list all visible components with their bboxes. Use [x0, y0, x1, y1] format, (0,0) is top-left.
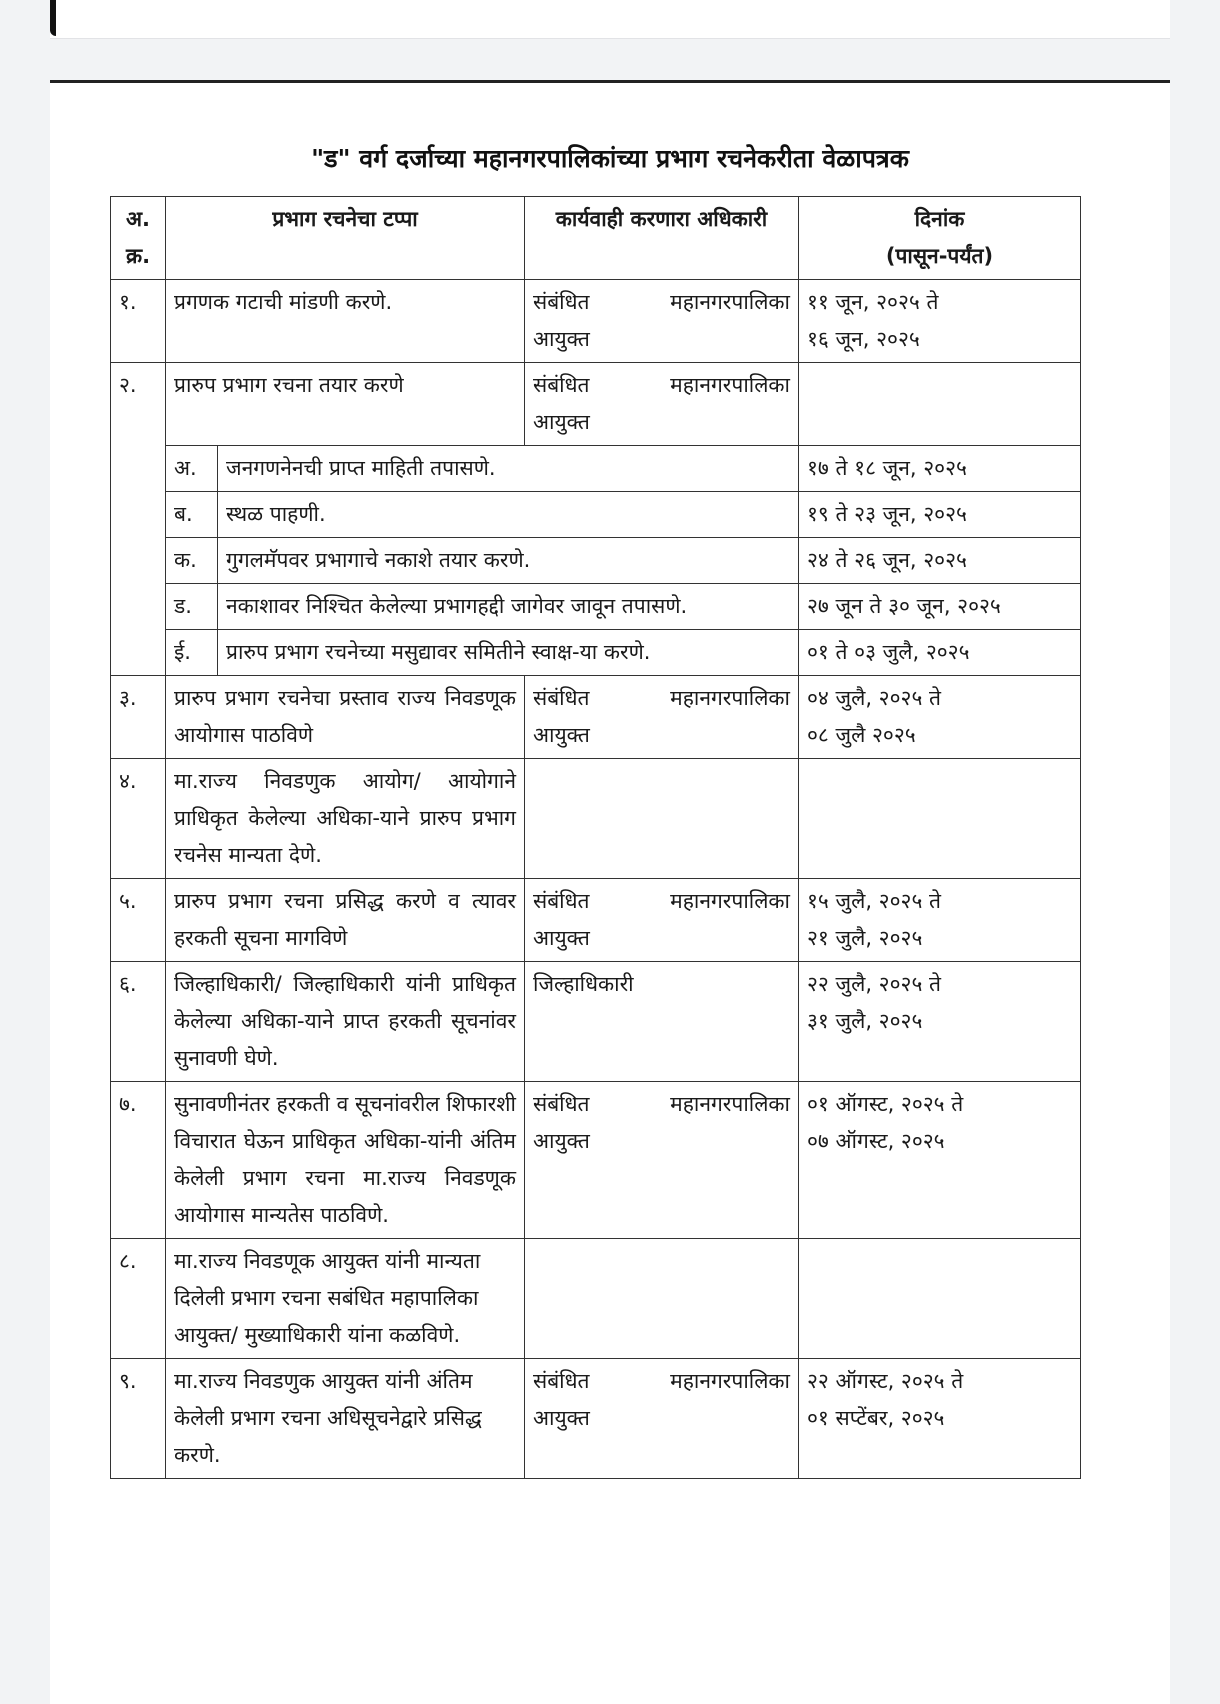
header-serial-line2: क्र.	[125, 244, 151, 268]
officer-word-2: महानगरपालिका	[670, 290, 790, 314]
sub-row-date: १९ ते २३ जून, २०२५	[799, 492, 1081, 538]
row-stage: मा.राज्य निवडणुक आयुक्त यांनी अंतिम केलेली प्रभाग रचना अधिसूचनेद्वारे प्रसिद्ध करणे.	[166, 1359, 525, 1479]
row-officer	[525, 879, 799, 962]
officer-word-3: आयुक्त	[533, 723, 590, 747]
row-date	[799, 879, 1081, 962]
officer-word-1: संबंधित	[533, 1092, 590, 1116]
sub-row-date: १७ ते १८ जून, २०२५	[799, 446, 1081, 492]
date-from: २२ जुलै, २०२५ ते	[807, 972, 942, 996]
row-date	[799, 676, 1081, 759]
header-serial-line1: अ.	[125, 207, 151, 231]
sub-row-date: २७ जून ते ३० जून, २०२५	[799, 584, 1081, 630]
officer-word-1: संबंधित	[533, 373, 590, 397]
row-date	[799, 1082, 1081, 1239]
sub-row	[111, 584, 1081, 630]
previous-page-edge	[50, 0, 56, 36]
row-serial: ९.	[111, 1359, 166, 1479]
sub-row-letter: ब.	[166, 492, 218, 538]
row-officer	[525, 1239, 799, 1359]
date-to: २१ जुलै, २०२५	[807, 926, 923, 950]
table-row	[111, 962, 1081, 1082]
row-stage: जिल्हाधिकारी/ जिल्हाधिकारी यांनी प्राधिकृत केलेल्या अधिका-याने प्राप्त हरकती सूचनांवर सुनावणी घेणे.	[166, 962, 525, 1082]
row-stage: प्रारुप प्रभाग रचनेचा प्रस्ताव राज्य निवडणूक आयोगास पाठविणे	[166, 676, 525, 759]
row-officer	[525, 363, 799, 446]
table-header-row	[111, 197, 1081, 280]
header-stage: प्रभाग रचनेचा टप्पा	[166, 197, 525, 280]
row-serial: १.	[111, 280, 166, 363]
row-stage: सुनावणीनंतर हरकती व सूचनांवरील शिफारशी विचारात घेऊन प्राधिकृत अधिका-यांनी अंतिम केलेली प्रभाग रचना मा.राज्य निवडणूक आयोगास मान्यतेस पाठविणे.	[166, 1082, 525, 1239]
header-serial	[111, 197, 166, 280]
officer-word-2: महानगरपालिका	[670, 889, 790, 913]
officer-word-1: संबंधित	[533, 1369, 590, 1393]
row-stage: मा.राज्य निवडणुक आयोग/ आयोगाने प्राधिकृत केलेल्या अधिका-याने प्रारुप प्रभाग रचनेस मान्यता देणे.	[166, 759, 525, 879]
table-row	[111, 1359, 1081, 1479]
row-serial: ६.	[111, 962, 166, 1082]
row-serial: ३.	[111, 676, 166, 759]
sub-row-letter: क.	[166, 538, 218, 584]
row-date	[799, 962, 1081, 1082]
row-officer: जिल्हाधिकारी	[525, 962, 799, 1082]
date-from: ११ जून, २०२५ ते	[807, 290, 939, 314]
date-from: ०४ जुलै, २०२५ ते	[807, 686, 942, 710]
date-to: ०१ सप्टेंबर, २०२५	[807, 1406, 945, 1430]
date-from: ०१ ऑगस्ट, २०२५ ते	[807, 1092, 964, 1116]
officer-word-3: आयुक्त	[533, 926, 590, 950]
row-stage: मा.राज्य निवडणूक आयुक्त यांनी मान्यता दिलेली प्रभाग रचना सबंधित महापालिका आयुक्त/ मुख्याधिकारी यांना कळविणे.	[166, 1239, 525, 1359]
row-serial: ५.	[111, 879, 166, 962]
row-officer	[525, 676, 799, 759]
header-officer: कार्यवाही करणारा अधिकारी	[525, 197, 799, 280]
officer-word-1: संबंधित	[533, 290, 590, 314]
date-to: ०८ जुलै २०२५	[807, 723, 916, 747]
date-from: १५ जुलै, २०२५ ते	[807, 889, 942, 913]
officer-word-1: संबंधित	[533, 889, 590, 913]
row-officer	[525, 280, 799, 363]
table-row	[111, 759, 1081, 879]
officer-word-3: आयुक्त	[533, 1129, 590, 1153]
sub-row-letter: ड.	[166, 584, 218, 630]
sub-row-date: ०१ ते ०३ जुलै, २०२५	[799, 630, 1081, 676]
officer-word-2: महानगरपालिका	[670, 1369, 790, 1393]
table-row	[111, 280, 1081, 363]
table-row	[111, 676, 1081, 759]
sub-row-task: स्थळ पाहणी.	[218, 492, 799, 538]
row-officer	[525, 1082, 799, 1239]
sub-row-task: जनगणनेनची प्राप्त माहिती तपासणे.	[218, 446, 799, 492]
row-stage: प्रारुप प्रभाग रचना प्रसिद्ध करणे व त्यावर हरकती सूचना मागविणे	[166, 879, 525, 962]
sub-row	[111, 630, 1081, 676]
row-serial: ७.	[111, 1082, 166, 1239]
sub-row	[111, 538, 1081, 584]
officer-word-3: आयुक्त	[533, 327, 590, 351]
officer-word-1: संबंधित	[533, 686, 590, 710]
document-page	[50, 80, 1170, 1704]
sub-row-letter: ई.	[166, 630, 218, 676]
date-to: १६ जून, २०२५	[807, 327, 920, 351]
row-officer	[525, 759, 799, 879]
officer-word-2: महानगरपालिका	[670, 373, 790, 397]
sub-row-task: गुगलमॅपवर प्रभागाचे नकाशे तयार करणे.	[218, 538, 799, 584]
row-date	[799, 1239, 1081, 1359]
row-officer	[525, 1359, 799, 1479]
date-from: २२ ऑगस्ट, २०२५ ते	[807, 1369, 964, 1393]
header-date-line2: (पासून-पर्यंत)	[885, 244, 994, 268]
table-row	[111, 363, 1081, 446]
date-to: ३१ जुलै, २०२५	[807, 1009, 923, 1033]
header-date-line1: दिनांक	[914, 207, 965, 231]
table-row	[111, 1239, 1081, 1359]
previous-page-card	[50, 0, 1170, 39]
row-serial: ४.	[111, 759, 166, 879]
row-date	[799, 1359, 1081, 1479]
row-stage: प्रारुप प्रभाग रचना तयार करणे	[166, 363, 525, 446]
row-date	[799, 759, 1081, 879]
row-date	[799, 280, 1081, 363]
sub-row-task: प्रारुप प्रभाग रचनेच्या मसुद्यावर समितीने स्वाक्ष-या करणे.	[218, 630, 799, 676]
row-serial: ८.	[111, 1239, 166, 1359]
date-to: ०७ ऑगस्ट, २०२५	[807, 1129, 945, 1153]
table-row	[111, 1082, 1081, 1239]
row-date	[799, 363, 1081, 446]
row-stage: प्रगणक गटाची मांडणी करणे.	[166, 280, 525, 363]
officer-word-2: महानगरपालिका	[670, 1092, 790, 1116]
table-row	[111, 879, 1081, 962]
document-title: "ड" वर्ग दर्जाच्या महानगरपालिकांच्या प्रभाग रचनेकरीता वेळापत्रक	[311, 144, 909, 173]
sub-row	[111, 446, 1081, 492]
sub-row-letter: अ.	[166, 446, 218, 492]
schedule-table	[110, 196, 1081, 1479]
officer-word-3: आयुक्त	[533, 410, 590, 434]
sub-row	[111, 492, 1081, 538]
header-date	[799, 197, 1081, 280]
officer-word-3: आयुक्त	[533, 1406, 590, 1430]
officer-word-2: महानगरपालिका	[670, 686, 790, 710]
sub-row-task: नकाशावर निश्चित केलेल्या प्रभागहद्दी जागेवर जावून तपासणे.	[218, 584, 799, 630]
row-serial: २.	[111, 363, 166, 676]
sub-row-date: २४ ते २६ जून, २०२५	[799, 538, 1081, 584]
